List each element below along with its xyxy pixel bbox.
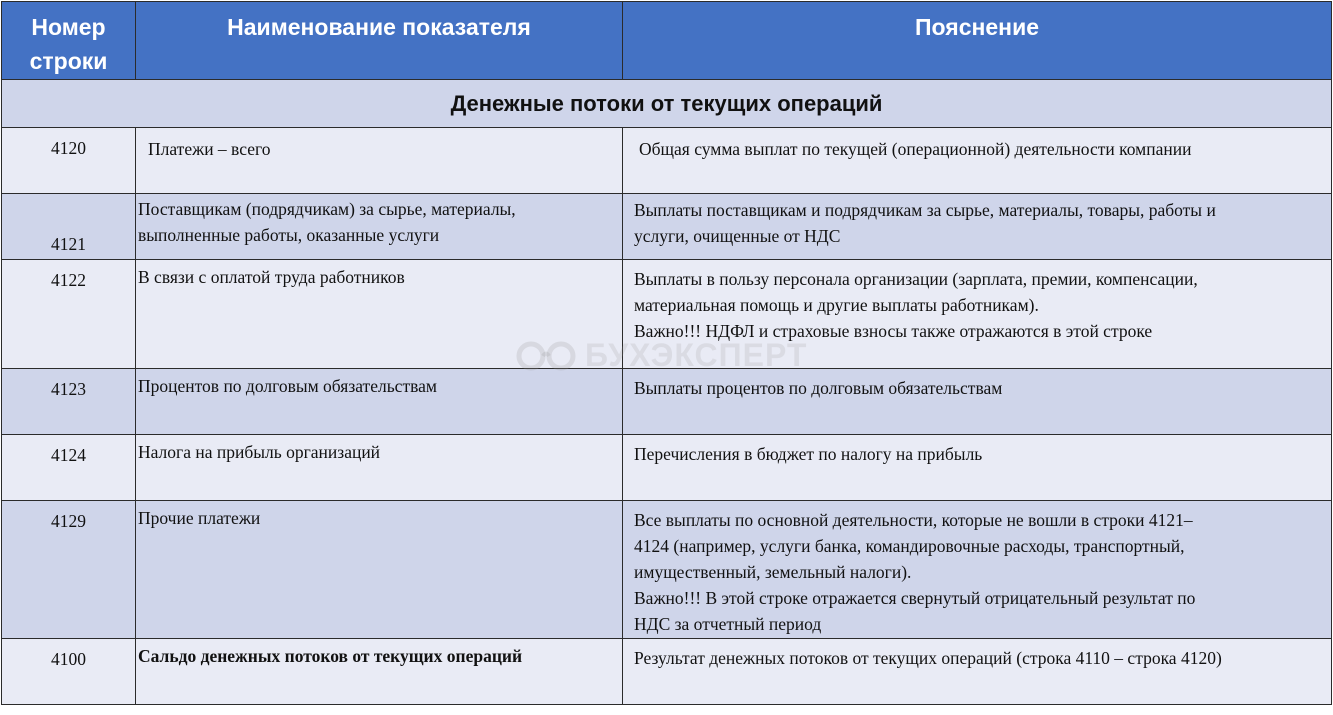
- row-explanation: Все выплаты по основной деятельности, которые не вошли в строки 4121– 4124 (например, услуги банка, командировочные расходы, транспортный, имущественный, земельный налоги). Важно!!! В этой строке отражается свернутый отрицательный результат по НДС за отчетный период: [623, 501, 1332, 639]
- table-row: [2, 501, 1332, 639]
- header-line-number: Номер строки: [2, 2, 136, 80]
- table-header-row: [2, 2, 1332, 80]
- row-number: 4121: [2, 194, 136, 260]
- row-number: 4124: [2, 435, 136, 501]
- header-indicator-name: Наименование показателя: [136, 2, 623, 80]
- row-number: 4129: [2, 501, 136, 639]
- header-explanation: Пояснение: [623, 2, 1332, 80]
- table-row: [2, 194, 1332, 260]
- table-row: [2, 435, 1332, 501]
- row-explanation: Выплаты процентов по долговым обязательствам: [623, 369, 1332, 435]
- row-number: 4122: [2, 260, 136, 369]
- row-name: Сальдо денежных потоков от текущих операций: [136, 639, 623, 705]
- section-title: Денежные потоки от текущих операций: [2, 80, 1332, 128]
- row-name: Поставщикам (подрядчикам) за сырье, материалы, выполненные работы, оказанные услуги: [136, 194, 623, 260]
- row-name: Платежи – всего: [136, 128, 623, 194]
- row-explanation: Выплаты поставщикам и подрядчикам за сырье, материалы, товары, работы и услуги, очищенные от НДС: [623, 194, 1332, 260]
- row-number: 4123: [2, 369, 136, 435]
- cash-flow-table: [1, 1, 1332, 705]
- row-explanation: Результат денежных потоков от текущих операций (строка 4110 – строка 4120): [623, 639, 1332, 705]
- row-explanation: Перечисления в бюджет по налогу на прибыль: [623, 435, 1332, 501]
- row-number: 4100: [2, 639, 136, 705]
- table-row: [2, 369, 1332, 435]
- row-explanation: Выплаты в пользу персонала организации (зарплата, премии, компенсации, материальная помощь и другие выплаты работникам). Важно!!! НДФЛ и страховые взносы также отражаются в этой строке: [623, 260, 1332, 369]
- table-row: [2, 639, 1332, 705]
- row-number: 4120: [2, 128, 136, 194]
- table-row: [2, 128, 1332, 194]
- row-name: Налога на прибыль организаций: [136, 435, 623, 501]
- row-name: Процентов по долговым обязательствам: [136, 369, 623, 435]
- table-row: [2, 260, 1332, 369]
- row-name: В связи с оплатой труда работников: [136, 260, 623, 369]
- row-name: Прочие платежи: [136, 501, 623, 639]
- row-explanation: Общая сумма выплат по текущей (операционной) деятельности компании: [623, 128, 1332, 194]
- section-row: [2, 80, 1332, 128]
